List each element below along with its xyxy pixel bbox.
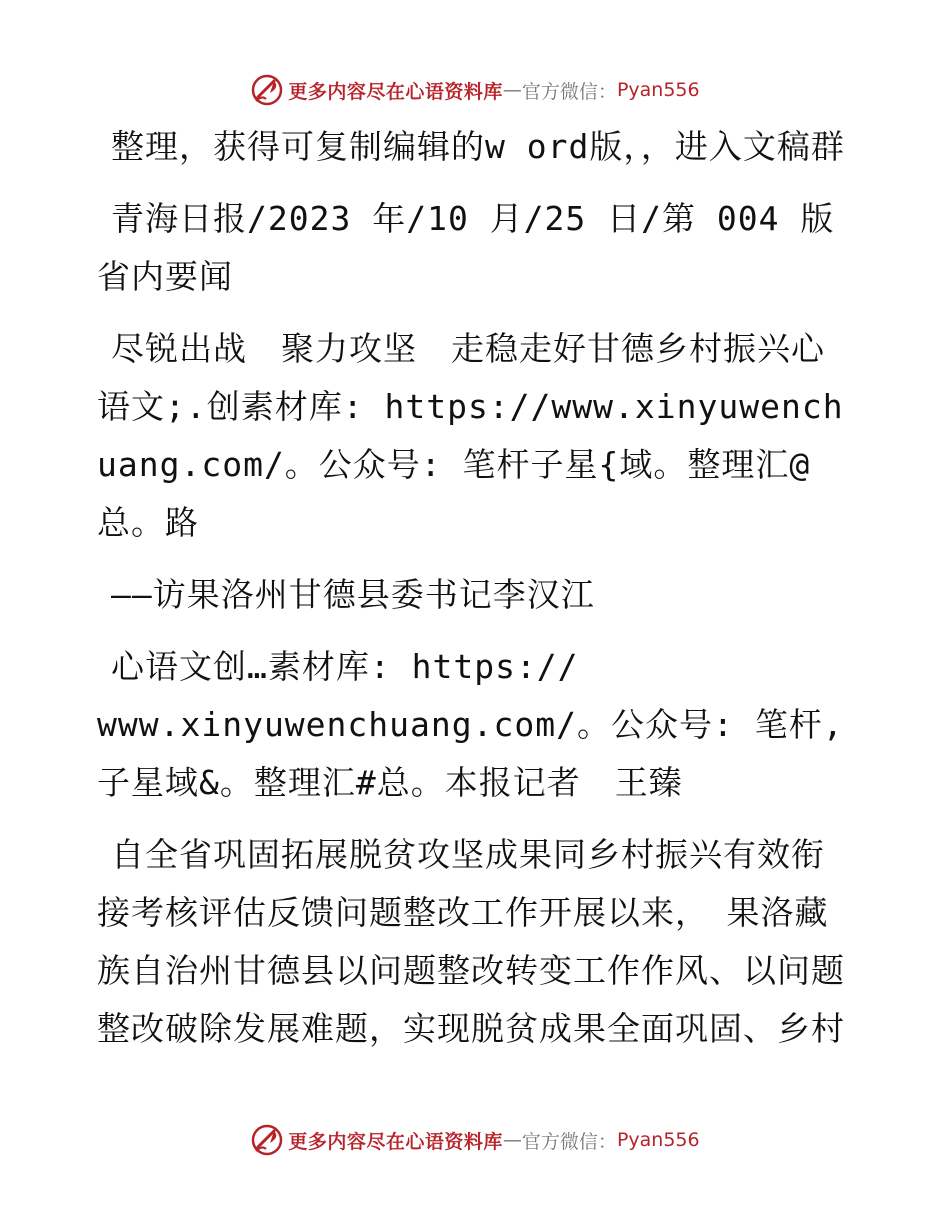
header-watermark-banner	[0, 70, 950, 110]
banner-dash: —	[502, 1129, 522, 1151]
paragraph-body: 自全省巩固拓展脱贫攻坚成果同乡村振兴有效衔接考核评估反馈问题整改工作开展以来， 果洛藏族自治州甘德县以问题整改转变工作作风、以问题整改破除发展难题，实现脱贫成果全面巩固、乡村	[97, 835, 845, 1048]
document-body	[97, 118, 857, 1072]
banner-wechat-id: Pyan556	[616, 1129, 700, 1151]
banner-wechat-label: 官方微信：	[521, 1130, 617, 1153]
banner-dash: —	[502, 79, 522, 101]
banner-red-text: 更多内容尽在心语资料库	[288, 1130, 503, 1153]
paragraph-byline: 心语文创…素材库: https:// www.xinyuwenchuang.com/。公众号: 笔杆,子星域&。整理汇#总。本报记者 王臻	[97, 647, 844, 802]
footer-watermark-banner	[0, 1120, 950, 1160]
banner-red-text: 更多内容尽在心语资料库	[288, 80, 503, 103]
banner-wechat-label: 官方微信：	[521, 80, 617, 103]
paragraph-intro: 整理，获得可复制编辑的w ord版，，进入文稿群	[111, 127, 845, 166]
paragraph-source: 青海日报/2023 年/10 月/25 日/第 004 版省内要闻	[97, 199, 835, 296]
banner-wechat-id: Pyan556	[616, 79, 700, 101]
quill-logo-icon	[250, 73, 284, 107]
paragraph-headline: 尽锐出战 聚力攻坚 走稳走好甘德乡村振兴心语文;.创素材库: https://www.xinyuwenchuang.com/。公众号: 笔杆子星{域。整理汇@总。路	[97, 329, 844, 542]
paragraph-subtitle: ——访果洛州甘德县委书记李汉江	[111, 575, 595, 614]
quill-logo-icon	[250, 1123, 284, 1157]
